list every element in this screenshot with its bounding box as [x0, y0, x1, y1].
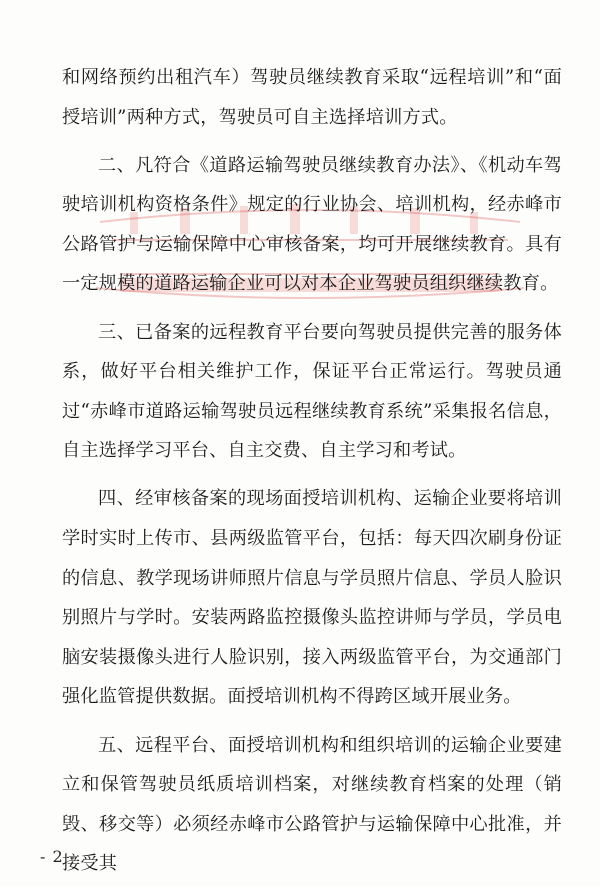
page-number: - 2 -: [40, 847, 77, 866]
paragraph-item-5: [62, 726, 562, 884]
paragraph-text: 和网络预约出租汽车）驾驶员继续教育采取“远程培训”和“面授培训”两种方式，驾驶员可自主选择培训方式。: [62, 67, 562, 128]
paragraph-item-4: [62, 479, 562, 717]
paragraph-item-2: [62, 146, 562, 304]
paragraph-text: 五、远程平台、面授培训机构和组织培训的运输企业要建立和保管驾驶员纸质培训档案，对继续教育档案的处理（销毁、移交等）必须经赤峰市公路管护与运输保障中心批准，并接受其: [62, 734, 562, 875]
paragraph-text: 四、经审核备案的现场面授培训机构、运输企业要将培训学时实时上传市、县两级监管平台，包括：每天四次刷身份证的信息、教学现场讲师照片信息与学员照片信息、学员人脸识别照片与学时。安装两路监控摄像头监控讲师与学员，学员电脑安装摄像头进行人脸识别，接入两级监管平台，为交通部门强化监管提供数据。面授培训机构不得跨区域开展业务。: [62, 488, 562, 708]
paragraph-item-3: [62, 313, 562, 471]
document-body: [62, 58, 562, 892]
paragraph-text: 三、已备案的远程教育平台要向驾驶员提供完善的服务体系，做好平台相关维护工作，保证平台正常运行。驾驶员通过“赤峰市道路运输驾驶员远程继续教育系统”采集报名信息，自主选择学习平台、自主交费、自主学习和考试。: [62, 321, 562, 462]
paragraph-text: 二、凡符合《道路运输驾驶员继续教育办法》、《机动车驾驶培训机构资格条件》规定的行业协会、培训机构，经赤峰市公路管护与运输保障中心审核备案，均可开展继续教育。具有一定规模的道路运输企业可以对本企业驾驶员组织继续教育。: [62, 154, 562, 295]
paragraph-continuation: [62, 58, 562, 137]
